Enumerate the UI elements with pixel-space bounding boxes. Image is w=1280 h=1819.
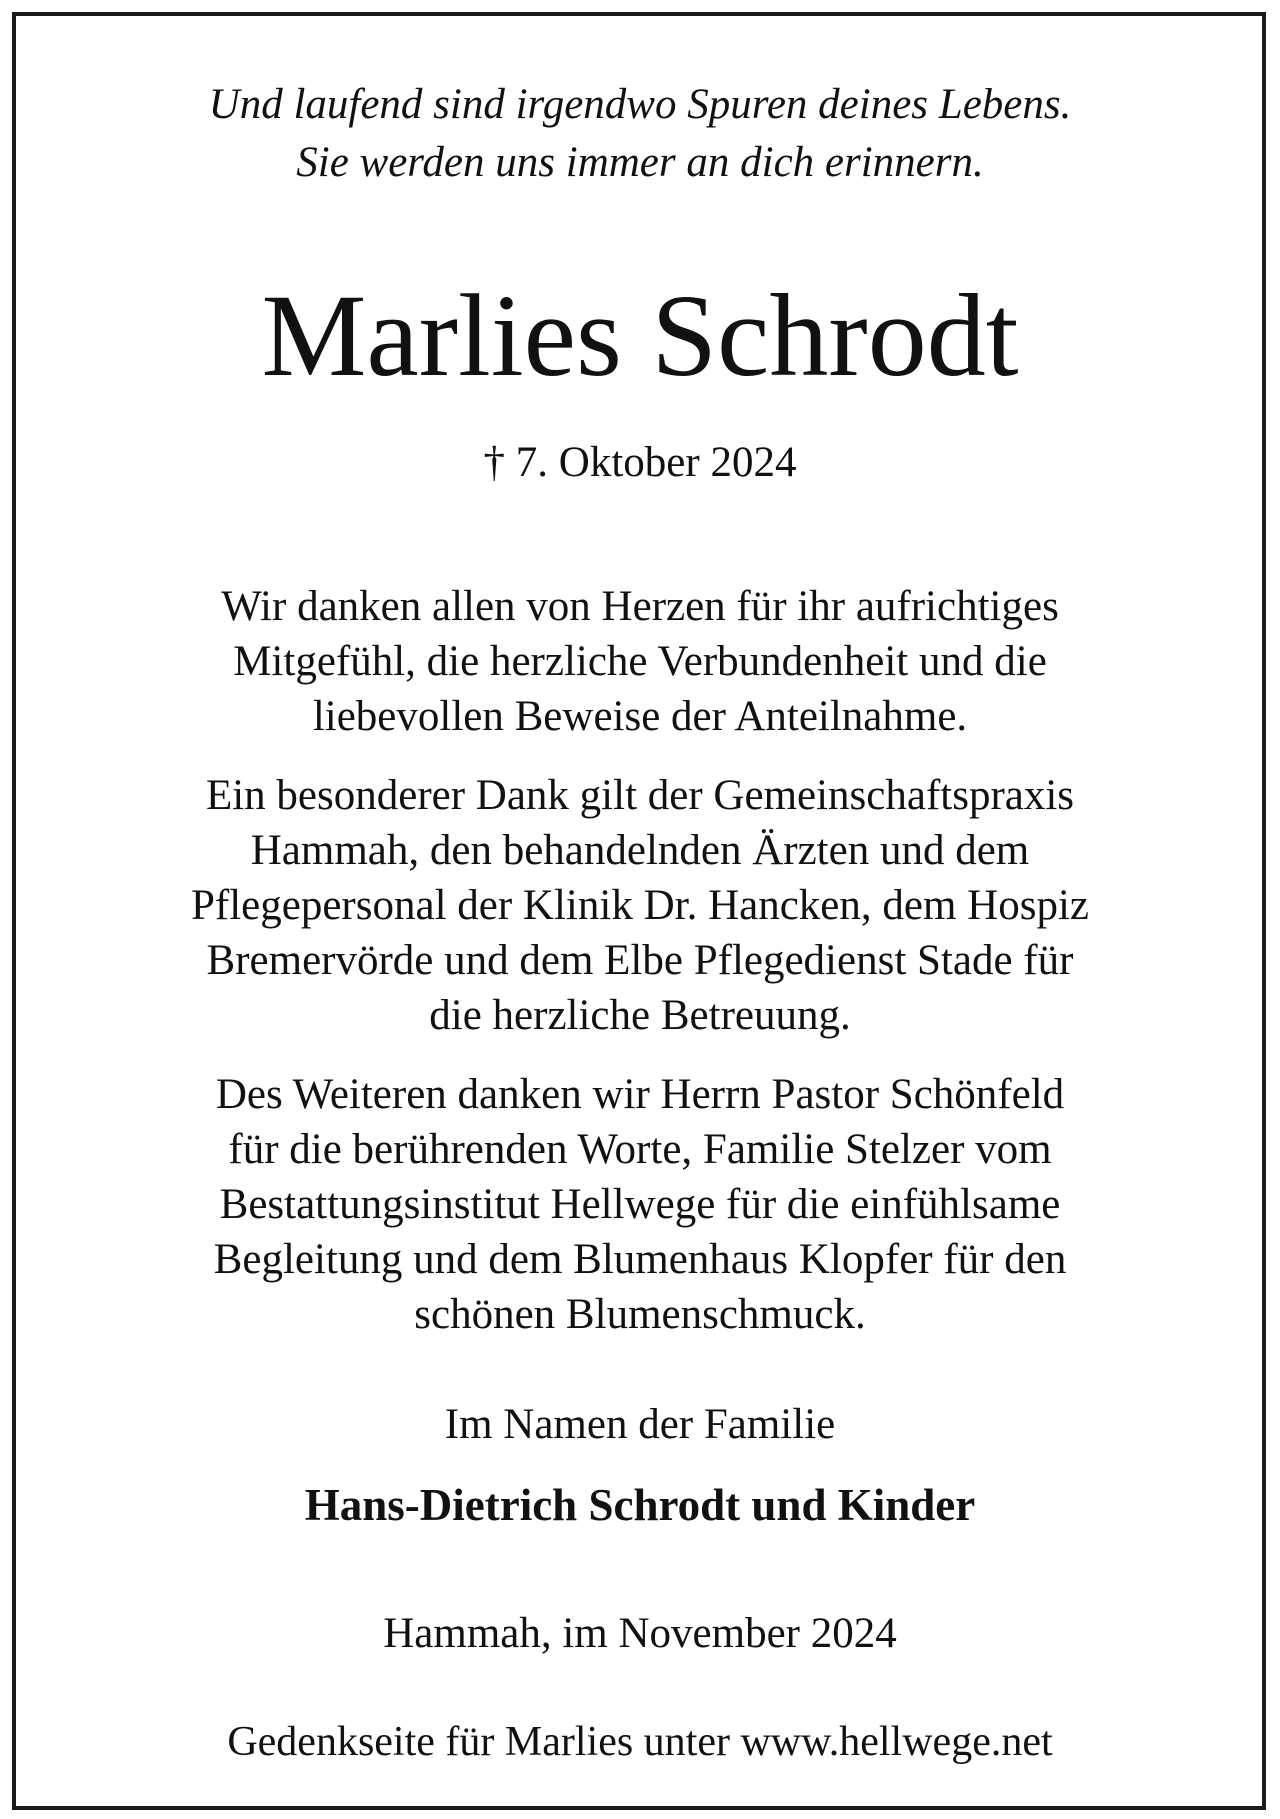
thanks-line: Ein besonderer Dank gilt der Gemeinschaftspraxis bbox=[205, 772, 1075, 819]
thanks-line: liebevollen Beweise der Anteilnahme. bbox=[312, 693, 968, 740]
thanks-line: für die berührenden Worte, Familie Stelzer vom bbox=[228, 1126, 1052, 1173]
thanks-line: Hammah, den behandelnden Ärzten und dem bbox=[250, 827, 1030, 874]
closing-phrase: Im Namen der Familie bbox=[444, 1401, 836, 1448]
thanks-line: Bestattungsinstitut Hellwege für die einfühlsame bbox=[219, 1181, 1061, 1228]
thanks-line: schönen Blumenschmuck. bbox=[414, 1291, 866, 1338]
thanks-line: Bremervörde und dem Elbe Pflegedienst Stade für bbox=[206, 937, 1074, 984]
thanks-line: Wir danken allen von Herzen für ihr aufrichtiges bbox=[221, 583, 1059, 630]
memorial-page-note: Gedenkseite für Marlies unter www.hellwege.net bbox=[227, 1719, 1053, 1765]
signer-name: Hans-Dietrich Schrodt und Kinder bbox=[304, 1480, 976, 1530]
verse-line: Und laufend sind irgendwo Spuren deines Lebens. bbox=[208, 81, 1072, 128]
verse-line: Sie werden uns immer an dich erinnern. bbox=[296, 139, 984, 186]
thanks-line: Mitgefühl, die herzliche Verbundenheit und die bbox=[233, 638, 1047, 685]
thanks-line: Des Weiteren danken wir Herrn Pastor Schönfeld bbox=[215, 1071, 1065, 1118]
deceased-name: Marlies Schrodt bbox=[261, 270, 1019, 401]
thanks-line: Begleitung und dem Blumenhaus Klopfer für den bbox=[213, 1236, 1067, 1283]
thanks-line: die herzliche Betreuung. bbox=[429, 992, 851, 1039]
place-date: Hammah, im November 2024 bbox=[383, 1610, 897, 1657]
death-date: † 7. Oktober 2024 bbox=[483, 439, 797, 486]
thanks-line: Pflegepersonal der Klinik Dr. Hancken, dem Hospiz bbox=[191, 882, 1089, 929]
